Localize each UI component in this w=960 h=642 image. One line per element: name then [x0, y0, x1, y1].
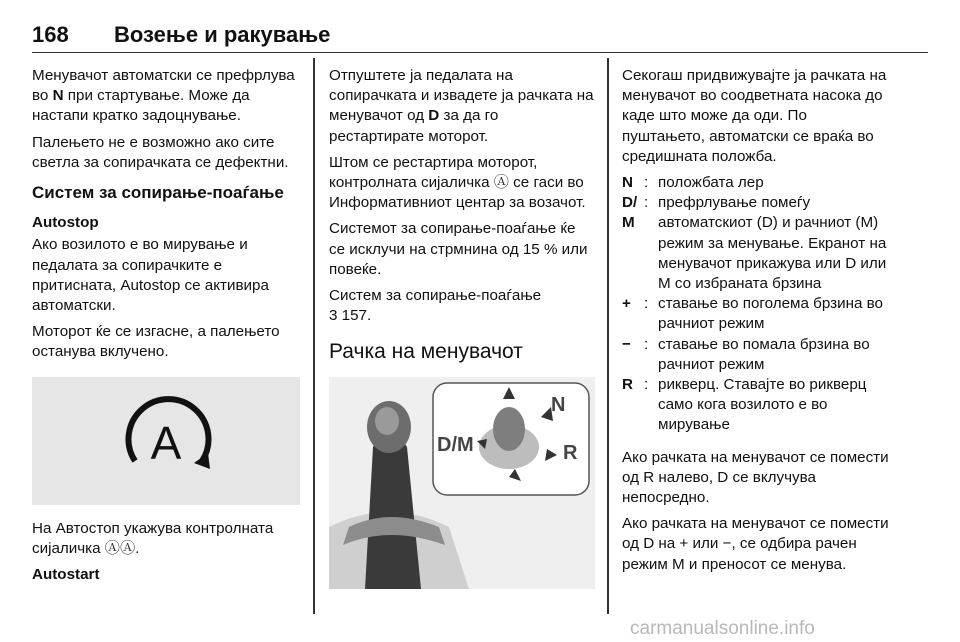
- page-number: 168: [32, 22, 69, 47]
- table-row: N : положбата лер: [622, 174, 764, 192]
- watermark: carmanualsonline.info: [630, 618, 815, 639]
- column-1: [32, 66, 300, 587]
- table-row: − : ставање во помала брзина во рачниот режим: [622, 335, 870, 373]
- subheading: Autostop: [32, 214, 99, 232]
- subheading: Autostart: [32, 566, 100, 584]
- column-divider-2: [607, 58, 609, 614]
- table-row: + : ставање во поголема брзина во рачниот режим: [622, 295, 883, 333]
- paragraph: Моторот ќе се изгасне, а палењето останува вклучено.: [32, 323, 280, 361]
- column-3: [622, 66, 890, 581]
- gear-selector-illustration: [329, 377, 595, 589]
- gear-positions-table: [622, 173, 890, 436]
- page-reference: 3 157.: [329, 307, 372, 325]
- paragraph: Отпуштете ја педалата на сопирачката и извадете ја рачката на менувачот од D за да го рестартирате моторот.: [329, 67, 594, 145]
- paragraph: Системот за сопирање-поаѓање ќе се исклучи на стрмнина од 15 % или повеќе.: [329, 220, 588, 278]
- paragraph: Менувачот автоматски се префрлува во N при стартување. Може да настапи кратко задоцнување.: [32, 67, 295, 125]
- indicator-letter: A: [150, 416, 182, 469]
- section-heading: Рачка на менувачот: [329, 340, 523, 364]
- image-caption: На Автостоп укажува контролната сијаличка ⒶⒶ.: [32, 519, 274, 557]
- table-row: D/ M : префрлување помеѓу автоматскиот (D) и рачниот (M) режим за менување. Екранот на менувачот прикажува или D или M со избраната брзина: [622, 194, 887, 293]
- paragraph: Ако рачката на менувачот се помести од R налево, D се вклучува непосредно.: [622, 448, 889, 507]
- gear-selector-image: [329, 377, 595, 589]
- paragraph: Палењето не е возможно ако сите светла за сопирачката се дефектни.: [32, 133, 289, 171]
- table-row: R : рикверц. Ставајте во рикверц само кога возилото е во мирување: [622, 376, 867, 434]
- chapter-title: Возење и ракување: [114, 22, 331, 47]
- column-2: [329, 66, 595, 589]
- paragraph: Систем за сопирање-поаѓање 3 157.: [329, 287, 542, 325]
- autostop-indicator-image: [32, 377, 300, 505]
- paragraph: Секогаш придвижувајте ја рачката на менувачот во соодветната насока до каде што може да оди. По пуштањето, автоматски се враќа во средишната положба.: [622, 67, 887, 165]
- gear-label-n: N: [551, 393, 566, 416]
- section-heading: Систем за сопирање-поаѓање: [32, 183, 284, 203]
- paragraph: Ако возилото е во мирување и педалата за сопирачките е притисната, Autostop се активира автоматски.: [32, 236, 269, 315]
- paragraph: Штом се рестартира моторот, контролната сијаличка Ⓐ се гаси во Информативниот центар за возачот.: [329, 153, 586, 212]
- page-header: [32, 18, 928, 53]
- autostop-symbol-icon: [32, 377, 300, 505]
- gear-label-dm: D/M: [437, 433, 474, 456]
- column-divider-1: [313, 58, 315, 614]
- paragraph: Ако рачката на менувачот се помести од D на + или −, се одбира рачен режим M и преносот се менува.: [622, 515, 889, 573]
- gear-label-r: R: [563, 441, 578, 464]
